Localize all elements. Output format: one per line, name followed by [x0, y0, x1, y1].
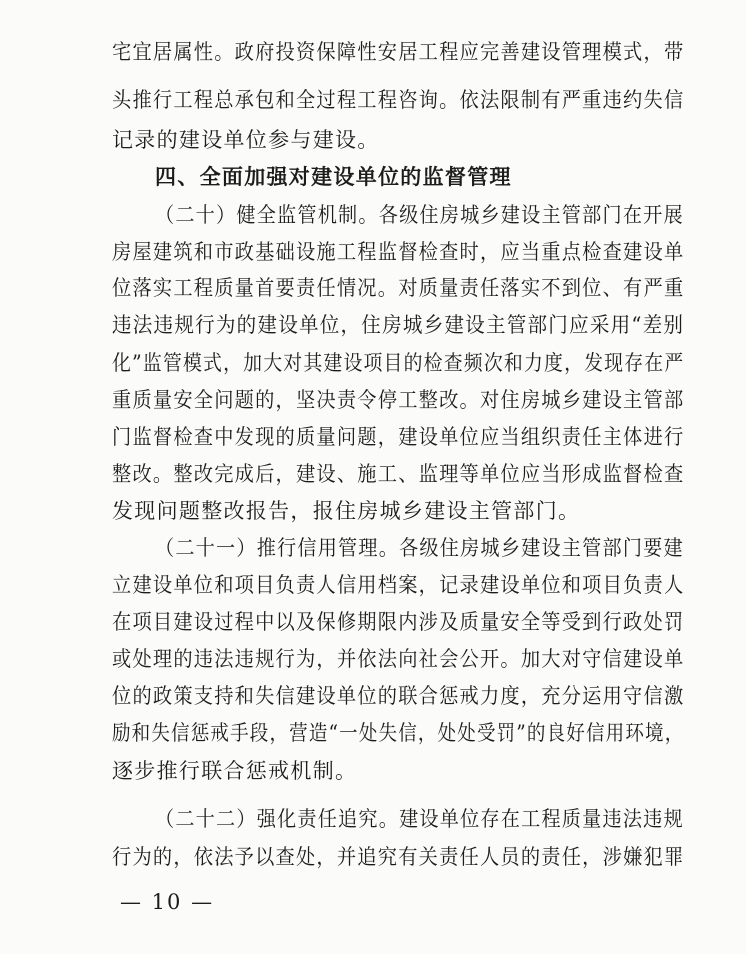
text-line: （二十一）推行信用管理。各级住房城乡建设主管部门要建 [155, 536, 684, 560]
text-line: 重质量安全问题的，坚决责令停工整改。对住房城乡建设主管部 [112, 388, 685, 412]
text-line: 行为的，依法予以查处，并追究有关责任人员的责任，涉嫌犯罪 [112, 845, 685, 869]
text-line: 整改。整改完成后，建设、施工、监理等单位应当形成监督检查 [112, 462, 685, 486]
text-line: 立建设单位和项目负责人信用档案，记录建设单位和项目负责人 [112, 573, 685, 597]
text-line: 头推行工程总承包和全过程工程咨询。依法限制有严重违约失信 [112, 88, 685, 112]
text-line: 房屋建筑和市政基础设施工程监督检查时，应当重点检查建设单 [112, 240, 685, 264]
text-line: （二十二）强化责任追究。建设单位存在工程质量违法违规 [155, 807, 684, 831]
text-line: 发现问题整改报告，报住房城乡建设主管部门。 [112, 499, 581, 523]
text-line: 宅宜居属性。政府投资保障性安居工程应完善建设管理模式，带 [112, 40, 685, 64]
text-line: 位落实工程质量首要责任情况。对质量责任落实不到位、有严重 [112, 276, 685, 300]
section-heading: 四、全面加强对建设单位的监督管理 [155, 165, 512, 189]
text-line: 在项目建设过程中以及保修期限内涉及质量安全等受到行政处罚 [112, 610, 685, 634]
text-line: （二十）健全监管机制。各级住房城乡建设主管部门在开展 [155, 203, 684, 227]
text-line: 违法违规行为的建设单位，住房城乡建设主管部门应采用“差别 [112, 313, 685, 337]
text-line: 逐步推行联合惩戒机制。 [112, 759, 358, 783]
text-line: 记录的建设单位参与建设。 [112, 128, 380, 152]
text-line: 化”监管模式，加大对其建设项目的检查频次和力度，发现存在严 [112, 351, 685, 375]
text-line: 位的政策支持和失信建设单位的联合惩戒力度，充分运用守信激 [112, 684, 685, 708]
text-line: 励和失信惩戒手段，营造“一处失信，处处受罚”的良好信用环境， [112, 721, 685, 745]
page-number: — 10 — [120, 890, 215, 914]
text-line: 门监督检查中发现的质量问题，建设单位应当组织责任主体进行 [112, 425, 685, 449]
text-line: 或处理的违法违规行为，并依法向社会公开。加大对守信建设单 [112, 647, 685, 671]
